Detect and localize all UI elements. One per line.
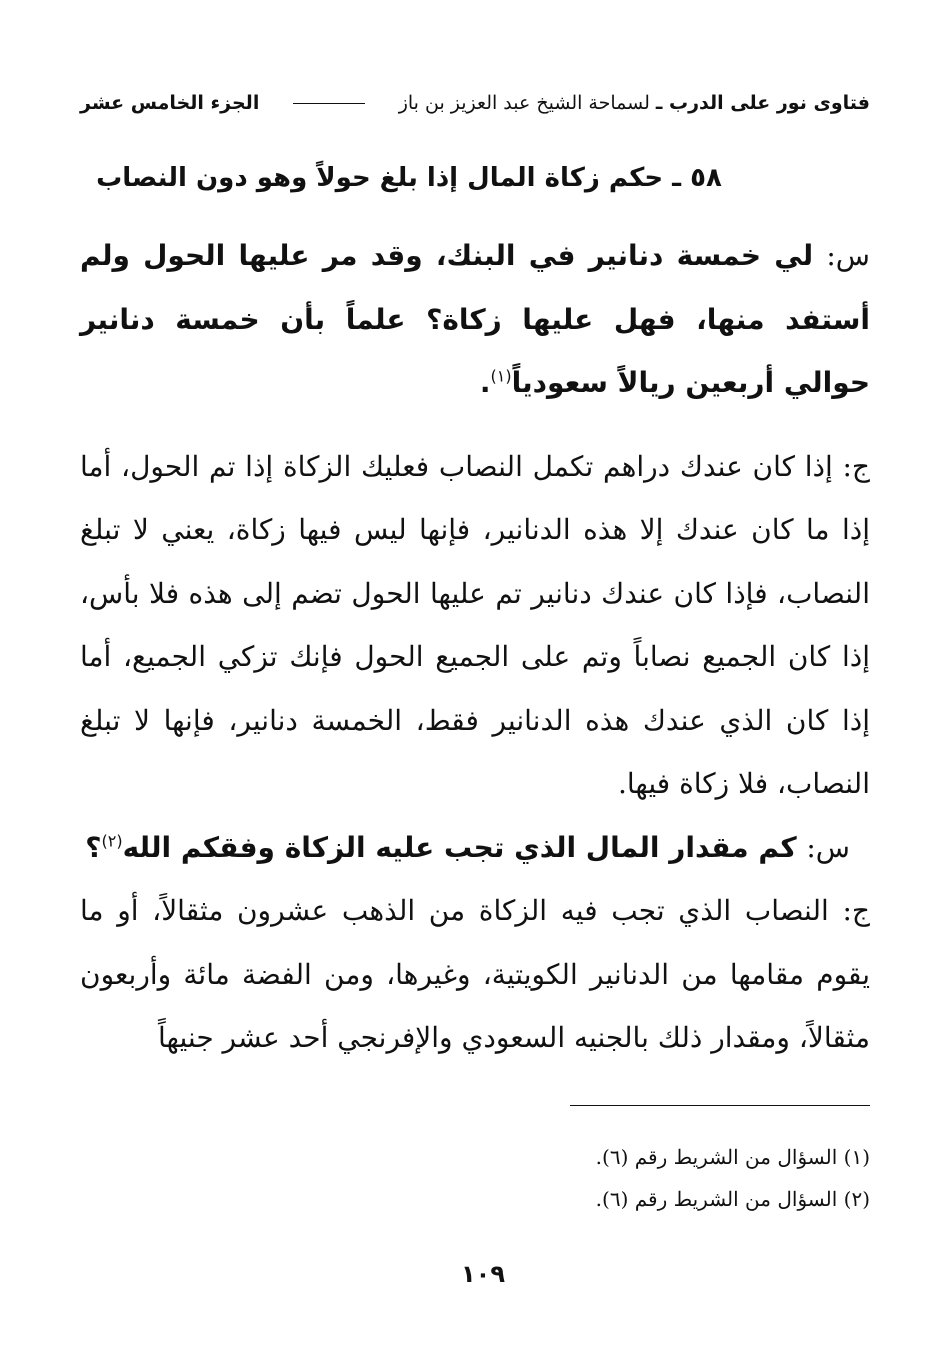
body-text [80, 224, 870, 1070]
author-name: لسماحة الشيخ عبد العزيز بن باز [398, 92, 650, 114]
answer-text: النصاب الذي تجب فيه الزكاة من الذهب عشرون مثقالاً، أو ما يقوم مقامها من الدنانير الكويتية، وغيرها، ومن الفضة مائة وأربعون مثقالاً، ومقدار ذلك بالجنيه السعودي والإفرنجي أحد عشر جنيهاً [80, 894, 870, 1054]
answer-marker: ج: [842, 894, 870, 927]
answer-marker: ج: [842, 449, 871, 483]
question-marker: س: [806, 830, 850, 864]
header-dash-rule [293, 103, 365, 104]
series-title: فتاوى نور على الدرب ـ [655, 92, 870, 114]
question-paragraph-1 [80, 224, 870, 415]
volume-label: الجزء الخامس عشر [80, 92, 260, 114]
question-text: كم مقدار المال الذي تجب عليه الزكاة وفقكم الله [122, 830, 797, 864]
footnote-1: (١) السؤال من الشريط رقم (٦). [595, 1145, 870, 1169]
question-end-punctuation: . [479, 366, 491, 399]
footnote-reference-2: (٢) [101, 831, 123, 851]
answer-text: إذا كان عندك دراهم تكمل النصاب فعليك الزكاة إذا تم الحول، أما إذا ما كان عندك إلا هذه الدنانير، فإنها ليس فيها زكاة، يعني لا تبلغ النصاب، فإذا كان عندك دنانير تم عليها الحول تضم إلى هذه فلا بأس، إذا كان الجميع نصاباً وتم على الجميع الحول فإنك تزكي الجميع، أما إذا كان الذي عندك هذه الدنانير فقط، الخمسة دنانير، فإنها لا تبلغ النصاب، فلا زكاة فيها. [80, 449, 870, 800]
question-paragraph-2 [80, 816, 870, 880]
chapter-title: ٥٨ ـ حكم زكاة المال إذا بلغ حولاً وهو دون النصاب [96, 163, 722, 193]
footnote-2: (٢) السؤال من الشريط رقم (٦). [595, 1187, 870, 1211]
running-header [80, 88, 870, 118]
answer-paragraph-2 [80, 879, 870, 1070]
page-number: ١٠٩ [461, 1260, 505, 1288]
running-header-left-group [399, 92, 870, 114]
answer-paragraph-1 [80, 435, 870, 816]
question-marker: س: [826, 239, 870, 272]
footnote-separator [570, 1105, 870, 1106]
footnotes [80, 1136, 870, 1220]
footnote-reference-1: (١) [490, 366, 512, 386]
question-end-punctuation: ؟ [85, 830, 102, 864]
question-text: لي خمسة دنانير في البنك، وقد مر عليها الحول ولم أستفد منها، فهل عليها زكاة؟ علماً بأن خمسة دنانير حوالي أربعين ريالاً سعودياً [80, 239, 870, 399]
